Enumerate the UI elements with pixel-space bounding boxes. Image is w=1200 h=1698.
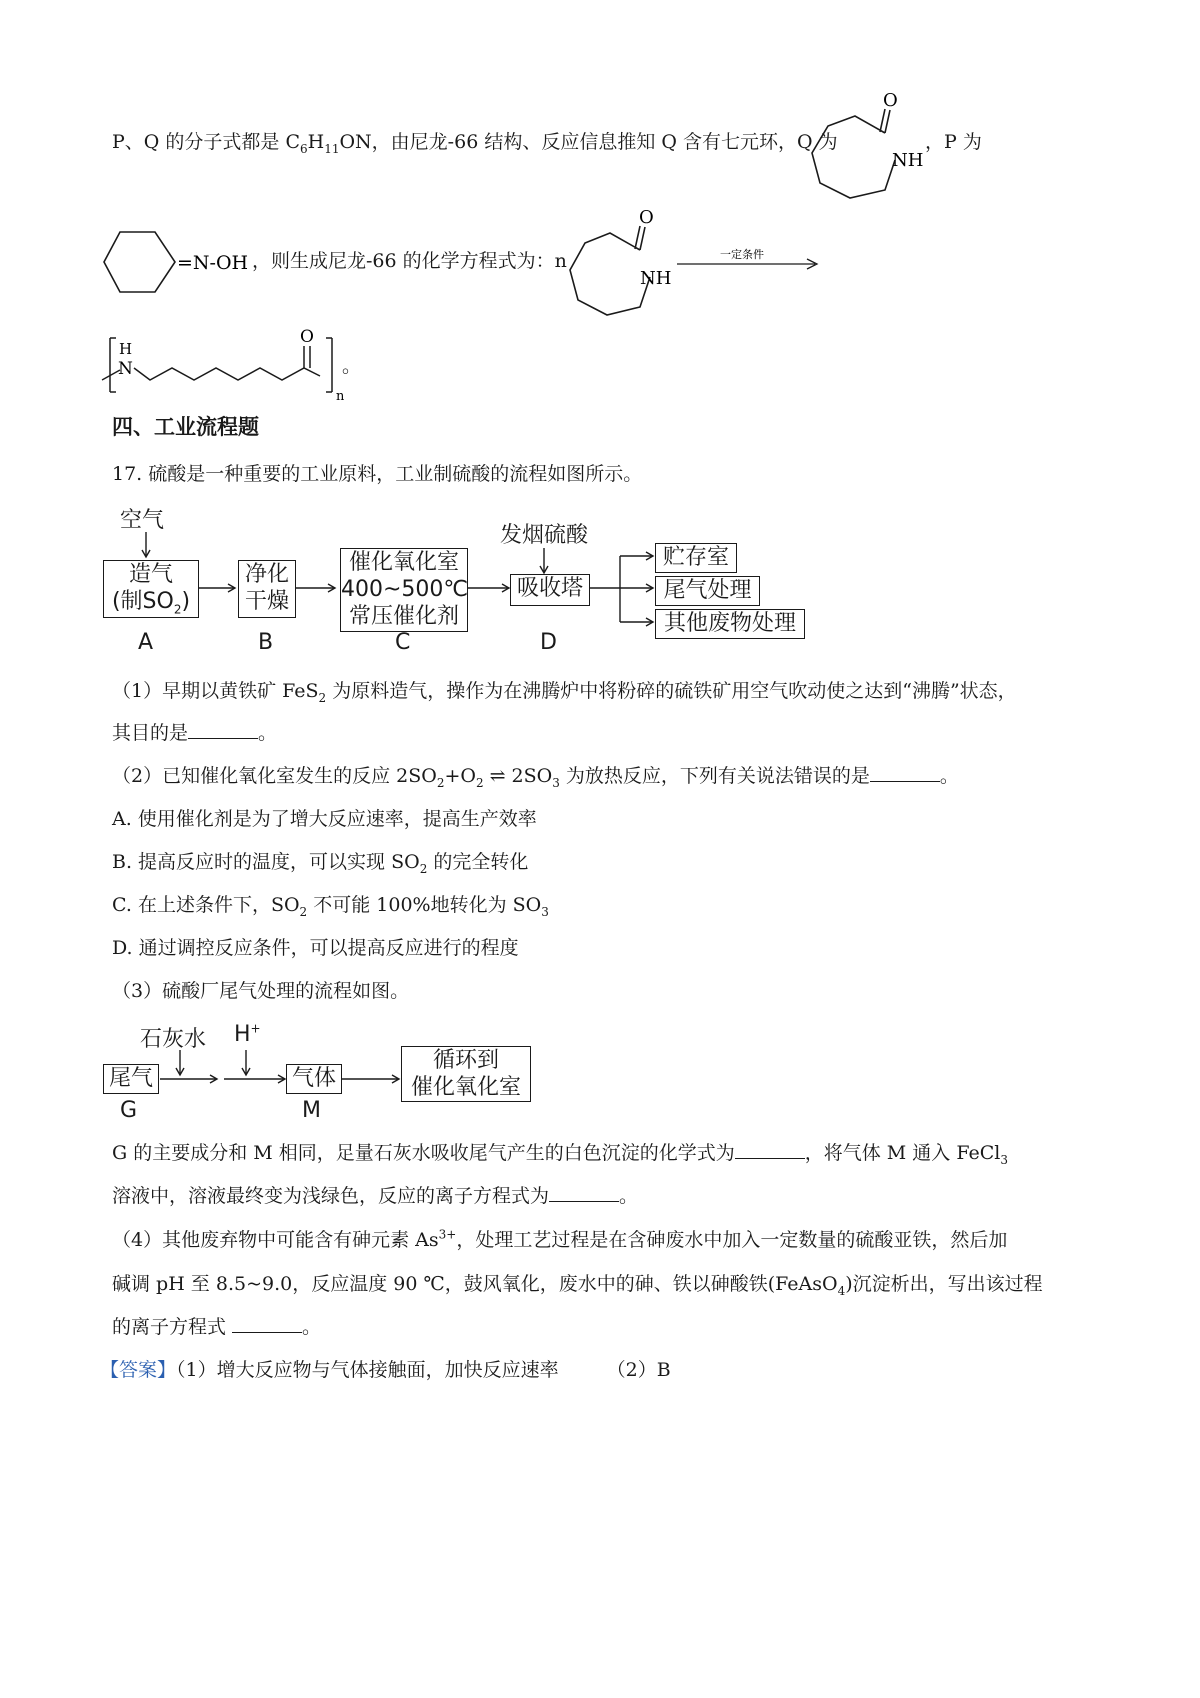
carbonyl-o: O — [883, 90, 898, 111]
q3-title: （3）硫酸厂尾气处理的流程如图。 — [112, 980, 410, 1002]
oxime-structure — [100, 222, 260, 302]
box-tail-gas: 尾气处理 — [655, 576, 760, 606]
label-g: G — [120, 1098, 138, 1123]
oxime-label: =N-OH — [177, 252, 249, 274]
caprolactam-reactant — [560, 205, 680, 325]
equation-intro: ，则生成尼龙-66 的化学方程式为：n — [252, 250, 567, 272]
fuming-sulfuric-acid-label: 发烟硫酸 — [500, 523, 589, 548]
answer-blank — [735, 1140, 805, 1159]
h-ion-label: H+ — [234, 1021, 261, 1047]
box-storage: 贮存室 — [655, 543, 737, 573]
option-a: A. 使用催化剂是为了增大反应速率，提高生产效率 — [112, 808, 537, 830]
caprolactam-structure — [800, 88, 930, 208]
box-gas-making: 造气 (制$SO_2$) — [103, 560, 199, 618]
box-recycle: 循环到 催化氧化室 — [401, 1046, 531, 1102]
section-title: 四、工业流程题 — [112, 415, 259, 439]
option-c: C. 在上述条件下，$SO_2$ 不可能 100%地转化为 $SO_3$ — [112, 894, 549, 919]
label-a: A — [138, 630, 154, 655]
air-label: 空气 — [120, 508, 165, 533]
box-gas-m: 气体 — [286, 1064, 342, 1094]
polymer-n: N — [118, 359, 133, 379]
box-purify-dry: 净化 干燥 — [238, 560, 296, 618]
answer-tag: 【答案】 — [100, 1359, 177, 1381]
option-b: B. 提高反应时的温度，可以实现 $SO_2$ 的完全转化 — [112, 851, 529, 876]
answer-blank — [188, 720, 258, 739]
label-m: M — [302, 1098, 321, 1123]
limewater-label: 石灰水 — [140, 1027, 207, 1052]
q1-line1: （1）早期以黄铁矿 FeS$_2$ 为原料造气，操作为在沸腾炉中将粉碎的硫铁矿用空气吹动使之达到“沸腾”状态， — [112, 680, 1017, 705]
box-catalytic-oxidation: 催化氧化室 400~500℃ 常压催化剂 — [340, 548, 468, 632]
label-d: D — [540, 630, 557, 655]
box-tail-gas-g: 尾气 — [103, 1064, 159, 1094]
reaction-condition: 一定条件 — [720, 248, 764, 261]
reaction-arrow — [675, 245, 825, 275]
box-other-waste: 其他废物处理 — [655, 609, 805, 639]
q4-line3: 的离子方程式 。 — [112, 1316, 322, 1338]
polymer-subscript: n — [336, 389, 345, 404]
polymer-h: H — [119, 340, 133, 358]
box-absorption-tower: 吸收塔 — [510, 574, 590, 606]
q4-line2: 碱调 pH 至 8.5~9.0，反应温度 90 ℃，鼓风氧化，废水中的砷、铁以砷酸铁(FeAsO$_4$)沉淀析出，写出该过程 — [112, 1273, 1043, 1298]
nylon-polymer-structure — [100, 320, 360, 405]
ring-nh: NH — [892, 150, 924, 171]
label-b: B — [258, 630, 274, 655]
answer-blank — [232, 1314, 302, 1333]
answer-line: 【答案】（1）增大反应物与气体接触面，加快反应速率 （2）B — [100, 1359, 671, 1381]
q4-line1: （4）其他废弃物中可能含有砷元素 $As^{3+}$，处理工艺过程是在含砷废水中加入一定数量的硫酸亚铁，然后加 — [112, 1227, 1008, 1251]
q3-line2: 溶液中，溶液最终变为浅绿色，反应的离子方程式为 。 — [112, 1185, 639, 1207]
reactant-nh: NH — [640, 268, 672, 289]
label-c: C — [395, 630, 411, 655]
q2-stem: （2）已知催化氧化室发生的反应 $2SO_2+O_2$ ⇌ $2SO_3$ 为放热反应，下列有关说法错误的是 。 — [112, 765, 959, 790]
equation-end: 。 — [342, 355, 362, 377]
q3-line1: G 的主要成分和 M 相同，足量石灰水吸收尾气产生的白色沉淀的化学式为 ，将气体 M 通入 FeCl$_3$ — [112, 1142, 1008, 1167]
q1-line2: 其目的是 。 — [112, 722, 278, 744]
answer-blank — [549, 1183, 619, 1202]
q17-stem: 17. 硫酸是一种重要的工业原料，工业制硫酸的流程如图所示。 — [112, 463, 643, 485]
reactant-o: O — [639, 207, 654, 228]
intro-line-end: ，P 为 — [925, 131, 982, 153]
intro-line: P、Q 的分子式都是 $C_6H_{11}ON$，由尼龙-66 结构、反应信息推知 Q 含有七元环，Q 为 — [112, 131, 838, 156]
option-d: D. 通过调控反应条件，可以提高反应进行的程度 — [112, 937, 519, 959]
polymer-o: O — [300, 327, 314, 347]
answer-blank — [870, 763, 940, 782]
